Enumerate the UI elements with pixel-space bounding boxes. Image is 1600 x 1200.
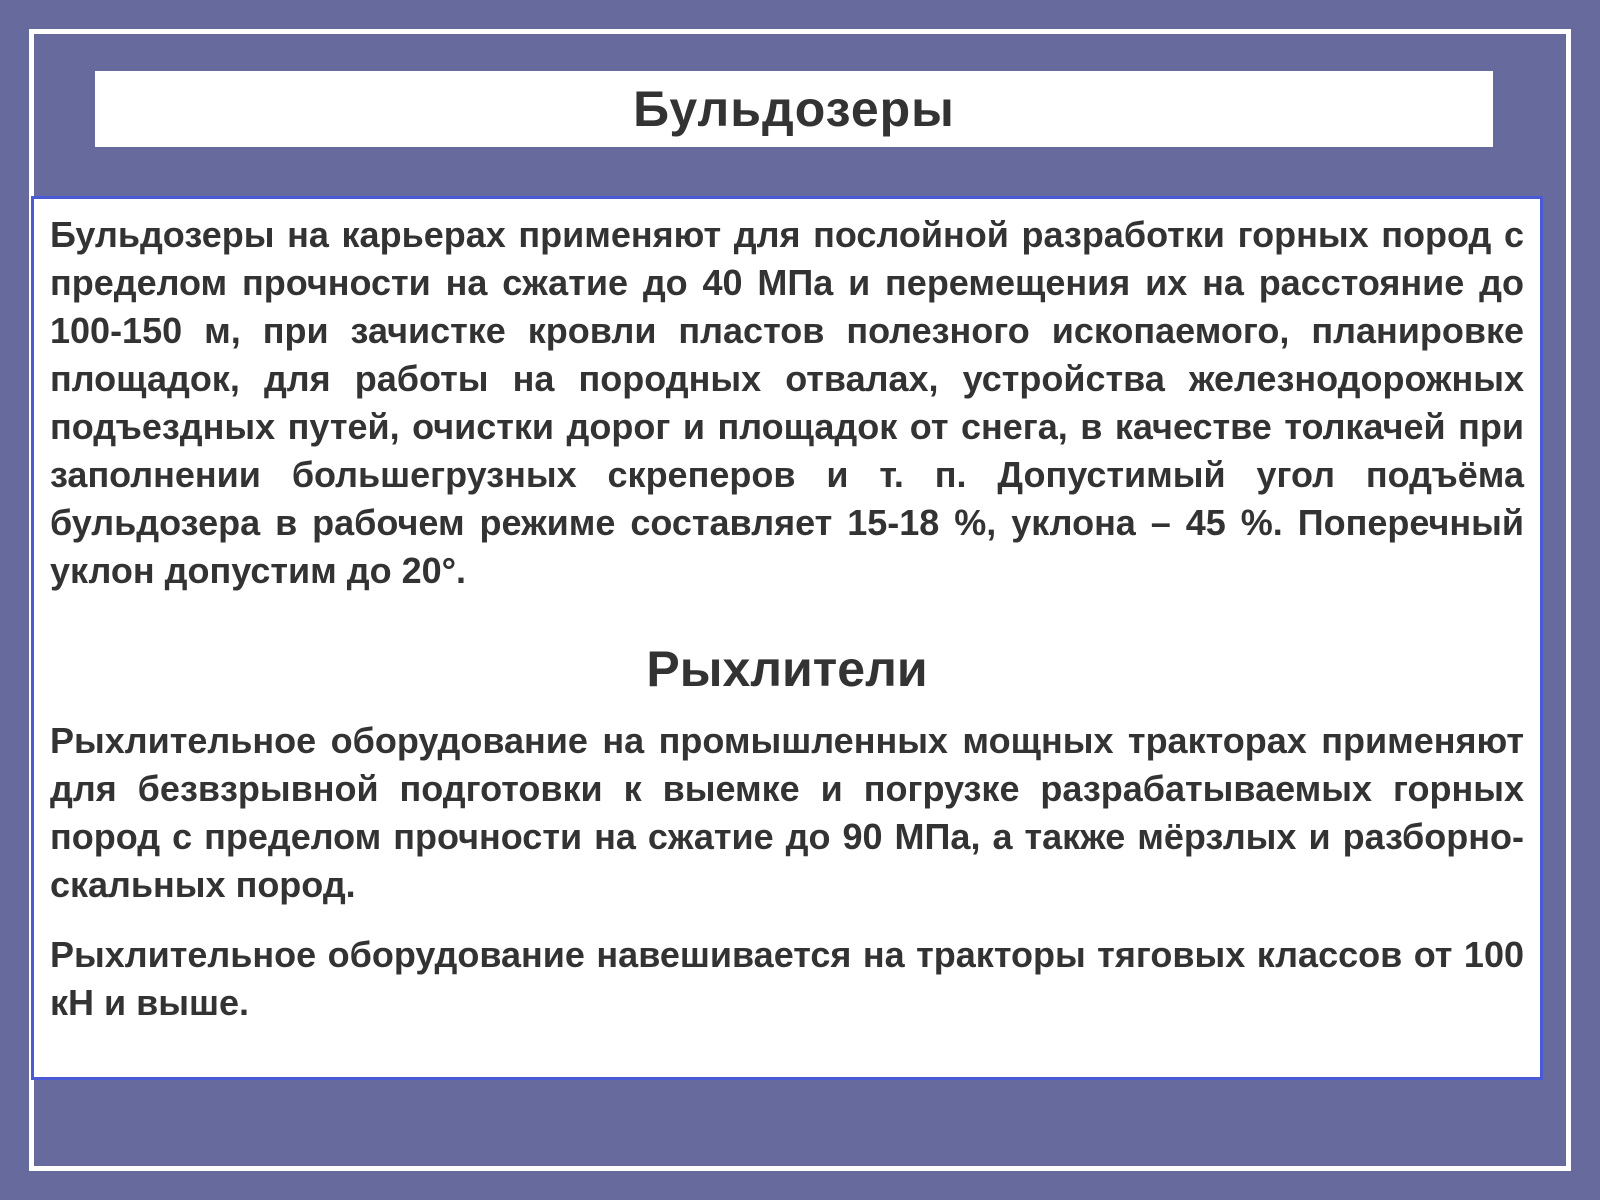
bulldozers-paragraph: Бульдозеры на карьерах применяют для послойной разработки горных пород с пределом прочности на сжатие до 40 МПа и перемещения их на расстояние до 100-150 м, при зачистке кровли пластов полезного ископаемого, планировке площадок, для работы на породных отвалах, устройства железнодорожных подъездных путей, очистки дорог и площадок от снега, в качестве толкачей при заполнении большегрузных скреперов и т. п. Допустимый угол подъёма бульдозера в рабочем режиме составляет 15-18 %, уклона – 45 %. Поперечный уклон допустим до 20°.	[50, 214, 1524, 591]
title-banner	[95, 71, 1493, 147]
rippers-heading: Рыхлители	[646, 641, 928, 697]
slide-title: Бульдозеры	[633, 81, 955, 137]
rippers-paragraph-2: Рыхлительное оборудование навешивается на тракторы тяговых классов от 100 кН и выше.	[50, 934, 1524, 1023]
content-panel	[31, 196, 1543, 1080]
rippers-paragraph-1: Рыхлительное оборудование на промышленных мощных тракторах применяют для безвзрывной подготовки к выемке и погрузке разрабатываемых горных пород с пределом прочности на сжатие до 90 МПа, а также мёрзлых и разборно-скальных пород.	[50, 720, 1524, 905]
